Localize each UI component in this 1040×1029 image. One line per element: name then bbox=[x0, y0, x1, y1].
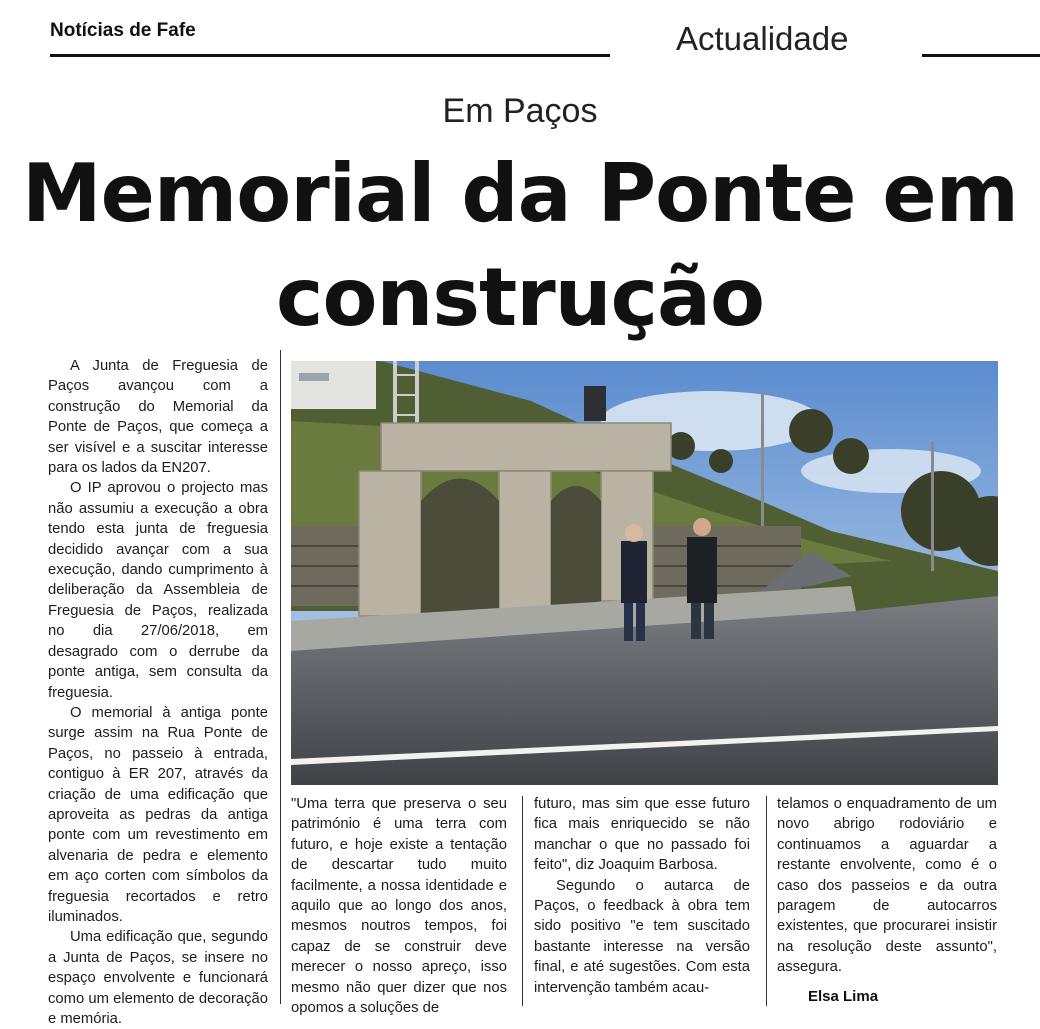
header-rule-right bbox=[922, 54, 1040, 57]
paragraph: O memorial à antiga ponte surge assim na Rua Ponte de Paços, no passeio à entrada, contiguo à ER 207, através da criação de uma edificação que aproveita as pedras da antiga ponte com um revestimento em alvenaria de pedra e elemento em aço corten com símbolos da freguesia recortados e retro iluminados. bbox=[48, 704, 268, 925]
publication-name: Notícias de Fafe bbox=[50, 20, 196, 41]
paragraph: "Uma terra que preserva o seu património é uma terra com futuro, e hoje existe a tentação de descartar tudo muito facilmente, a nossa identidade e aquilo que ao longo dos anos, mesmos noutros tempos, foi capaz de se construir deve merecer o nosso apreço, isso mesmo não quer dizer que nos opomos a soluções de bbox=[291, 796, 507, 1017]
paragraph: telamos o enquadramento de um novo abrigo rodoviário e continuamos a aguardar a restante envolvente, como é o caso dos passeios e da outra paragem de autocarros existentes, que procurarei insistir na resolução deste assunto", assegura. bbox=[777, 796, 997, 976]
section-title: Actualidade bbox=[676, 20, 849, 57]
paragraph: A Junta de Freguesia de Paços avançou com a construção do Memorial da Ponte de Paços, que começa a ser visível e a suscitar interesse para os lados da EN207. bbox=[48, 358, 268, 477]
article-byline: Elsa Lima bbox=[808, 988, 879, 1005]
photo-illustration bbox=[291, 361, 998, 785]
column-divider bbox=[522, 796, 523, 1006]
article-column-2 bbox=[291, 794, 507, 1018]
article-column-3 bbox=[534, 794, 750, 998]
article-photo bbox=[291, 361, 998, 785]
paragraph: O IP aprovou o projecto mas não assumiu a execução a obra tendo esta junta de freguesia decidido avançar com a sua execução, dando cumprimento à deliberação da Assembleia de Freguesia de Paços, realizada no dia 27/06/2018, em desagrado com o derrube da ponte antiga, sem consulta da freguesia. bbox=[48, 480, 268, 701]
column-divider bbox=[280, 350, 281, 1004]
article-column-4 bbox=[777, 794, 997, 978]
article-column-1 bbox=[48, 356, 268, 1029]
column-divider bbox=[766, 796, 767, 1006]
paragraph: futuro, mas sim que esse futuro fica mais enriquecido se não manchar o que no passado foi feito", diz Joaquim Barbosa. bbox=[534, 796, 750, 874]
paragraph: Segundo o autarca de Paços, o feedback à obra tem sido positivo "e tem suscitado bastante interesse na versão final, e até sugestões. Com esta intervenção também acau- bbox=[534, 877, 750, 996]
header-rule-left bbox=[50, 54, 610, 57]
paragraph: Uma edificação que, segundo a Junta de Paços, se insere no espaço envolvente e funcionará como um elemento de decoração e memória. bbox=[48, 929, 268, 1027]
article-headline: Memorial da Ponte em construção bbox=[22, 147, 1018, 344]
article-kicker: Em Paços bbox=[442, 92, 598, 130]
